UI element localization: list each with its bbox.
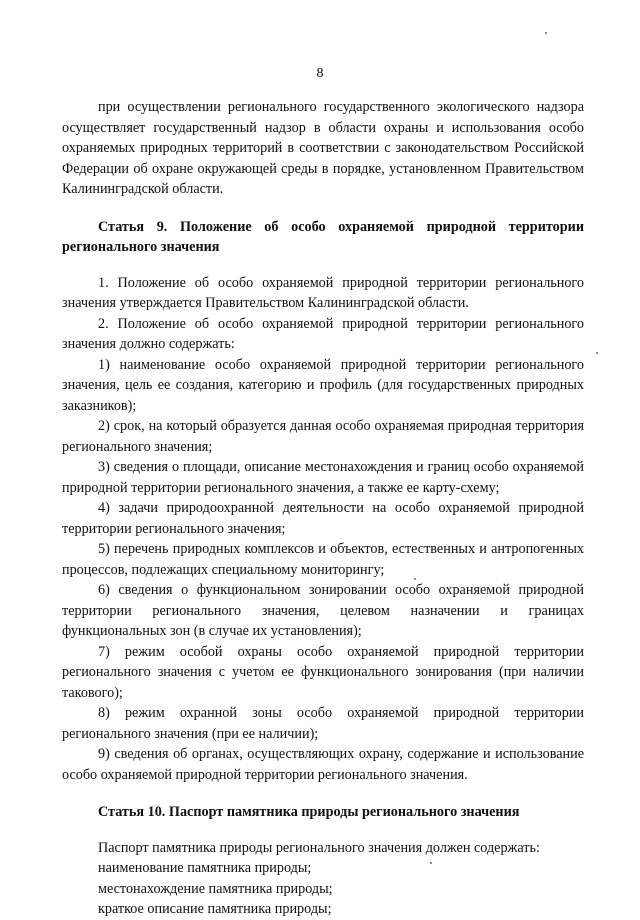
article-9-list-item: 1) наименование особо охраняемой природной территории регионального значения, цель ее создания, категорию и профиль (для государственных природных заказников);: [62, 356, 584, 414]
article-10-heading: Статья 10. Паспорт памятника природы регионального значения: [98, 804, 520, 820]
article-10-line: Паспорт памятника природы регионального значения должен содержать:: [98, 839, 540, 856]
article-9-list-item: 4) задачи природоохранной деятельности на особо охраняемой природной территории регионального значения;: [62, 500, 584, 537]
article-9-list-item: 8) режим охранной зоны особо охраняемой природной территории регионального значения (при ее наличии);: [62, 705, 584, 742]
article-9-paragraph: 2. Положение об особо охраняемой природной территории регионального значения должно содержать:: [62, 315, 584, 352]
article-10-body: [62, 838, 584, 920]
article-9-list-item: 9) сведения об органах, осуществляющих охрану, содержание и использование особо охраняемой природной территории регионального значения.: [62, 746, 584, 783]
article-9-body: [62, 273, 584, 786]
scan-speck: [545, 32, 547, 34]
article-10-line: местонахождение памятника природы;: [98, 880, 333, 897]
intro-paragraph: при осуществлении регионального государственного экологического надзора осуществляет государственный надзор в области охраны и использования особо охраняемых природных территорий в соответствии с законодательством Российской Федерации об охране окружающей среды в порядке, установленном Правительством Калининградской области.: [62, 99, 584, 197]
article-9-paragraph: 1. Положение об особо охраняемой природной территории регионального значения утверждается Правительством Калининградской области.: [62, 274, 584, 311]
scan-speck: [430, 862, 432, 864]
article-10-line: краткое описание памятника природы;: [98, 901, 332, 917]
article-9-heading: Статья 9. Положение об особо охраняемой природной территории регионального значения: [62, 218, 584, 255]
document-body: [62, 97, 584, 920]
article-9-list-item: 5) перечень природных комплексов и объектов, естественных и антропогенных процессов, подлежащих специальному мониторингу;: [62, 541, 584, 578]
article-9-list-item: 6) сведения о функциональном зонировании особо охраняемой природной территории регионального значения, целевом назначении и границах функциональных зон (в случае их установления);: [62, 582, 584, 639]
article-9-list-item: 7) режим особой охраны особо охраняемой природной территории регионального значения с учетом ее функционального зонирования (при наличии такового);: [62, 643, 584, 701]
article-9-list-item: 2) срок, на который образуется данная особо охраняемая природная территория регионального значения;: [62, 418, 584, 455]
page-number: 8: [316, 66, 324, 81]
scan-speck: [596, 352, 598, 354]
scan-speck: [414, 578, 416, 580]
article-9-list-item: 3) сведения о площади, описание местонахождения и границ особо охраняемой природной территории регионального значения, а также ее карту-схему;: [62, 459, 584, 496]
article-10-line: наименование памятника природы;: [98, 860, 312, 876]
